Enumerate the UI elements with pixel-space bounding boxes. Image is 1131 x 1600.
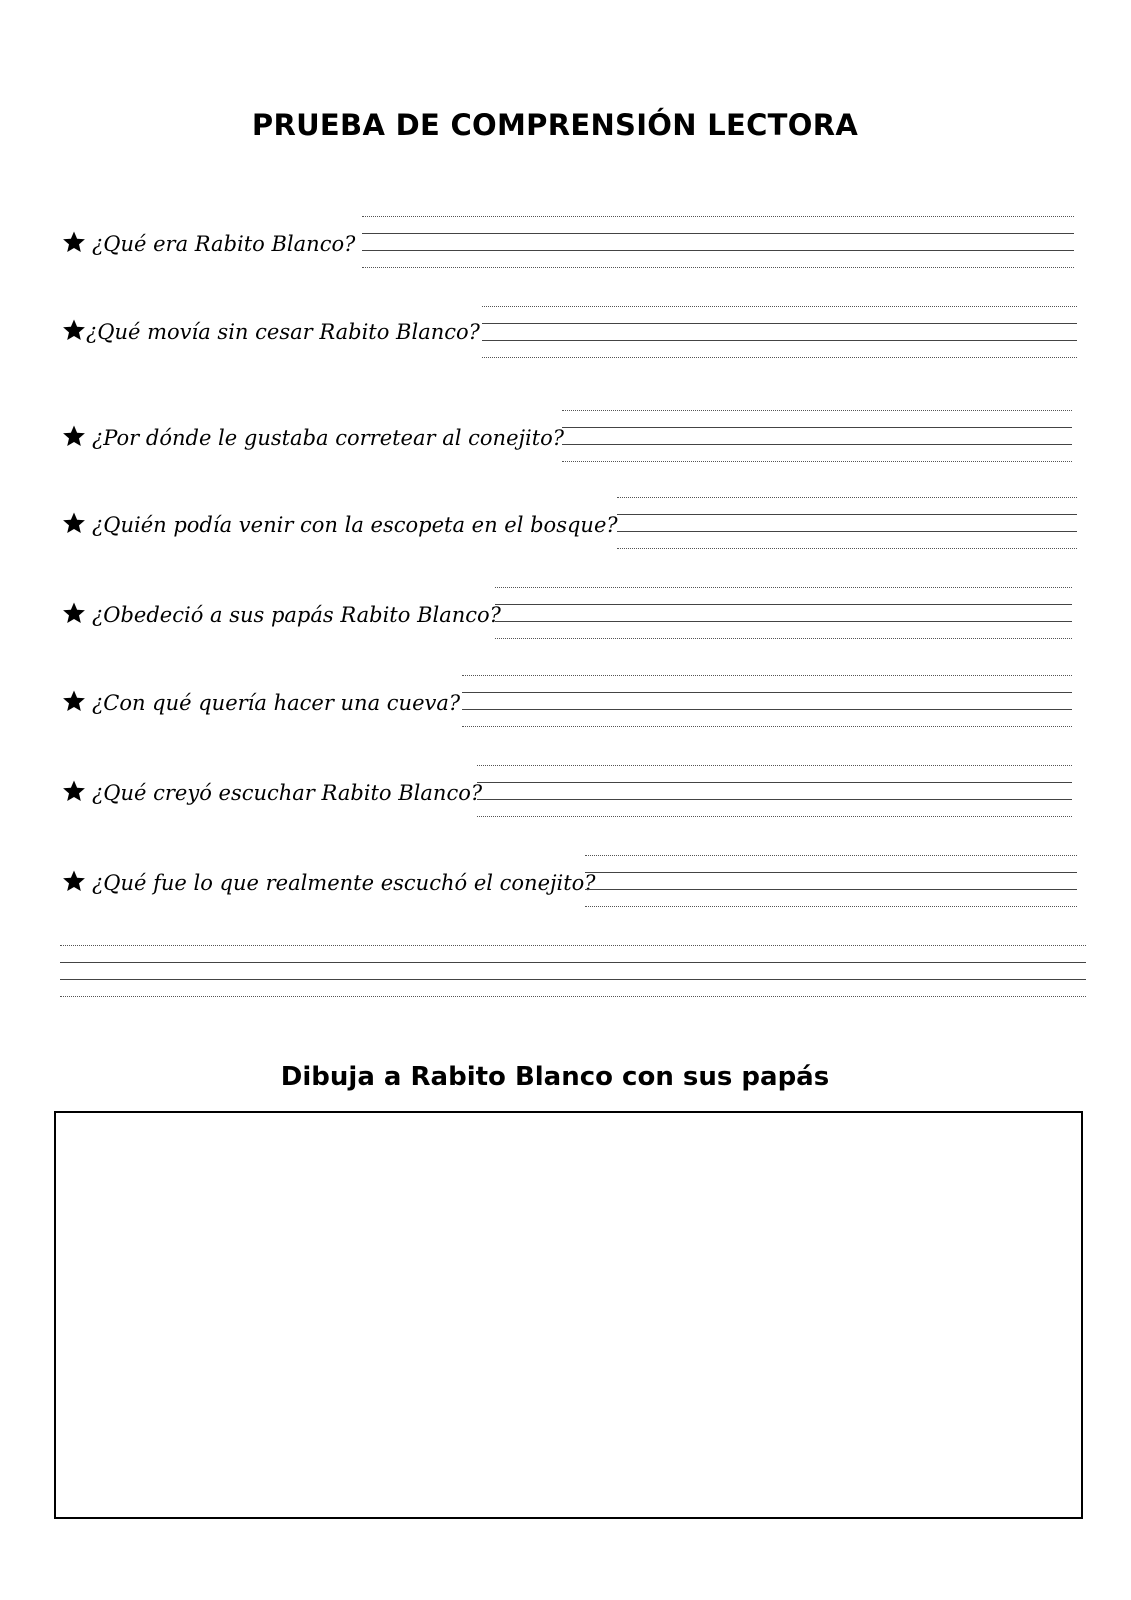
drawing-title: Dibuja a Rabito Blanco con sus papás — [280, 1062, 830, 1092]
star-icon — [62, 511, 86, 535]
question-text: ¿Qué fue lo que realmente escuchó el conejito? — [92, 871, 596, 895]
question-row — [62, 841, 1082, 901]
star-icon — [62, 601, 86, 625]
star-icon — [62, 318, 86, 342]
question-text: ¿Con qué quería hacer una cueva? — [92, 691, 461, 715]
question-text: ¿Qué movía sin cesar Rabito Blanco? — [86, 320, 480, 344]
question-row — [62, 483, 1082, 543]
question-row — [62, 573, 1082, 633]
question-row — [62, 292, 1082, 352]
star-icon — [62, 779, 86, 803]
drawing-area[interactable] — [54, 1111, 1083, 1519]
question-text: ¿Qué era Rabito Blanco? — [92, 232, 356, 256]
question-row — [62, 396, 1082, 456]
question-text: ¿Quién podía venir con la escopeta en el bosque? — [92, 513, 618, 537]
star-icon — [62, 230, 86, 254]
question-text: ¿Por dónde le gustaba corretear al conejito? — [92, 426, 565, 450]
page-title: PRUEBA DE COMPRENSIÓN LECTORA — [251, 108, 859, 142]
star-icon — [62, 869, 86, 893]
star-icon — [62, 424, 86, 448]
star-icon — [62, 689, 86, 713]
question-row — [62, 202, 1082, 262]
question-text: ¿Obedeció a sus papás Rabito Blanco? — [92, 603, 501, 627]
question-row — [62, 751, 1082, 811]
question-row — [62, 661, 1082, 721]
question-text: ¿Qué creyó escuchar Rabito Blanco? — [92, 781, 483, 805]
